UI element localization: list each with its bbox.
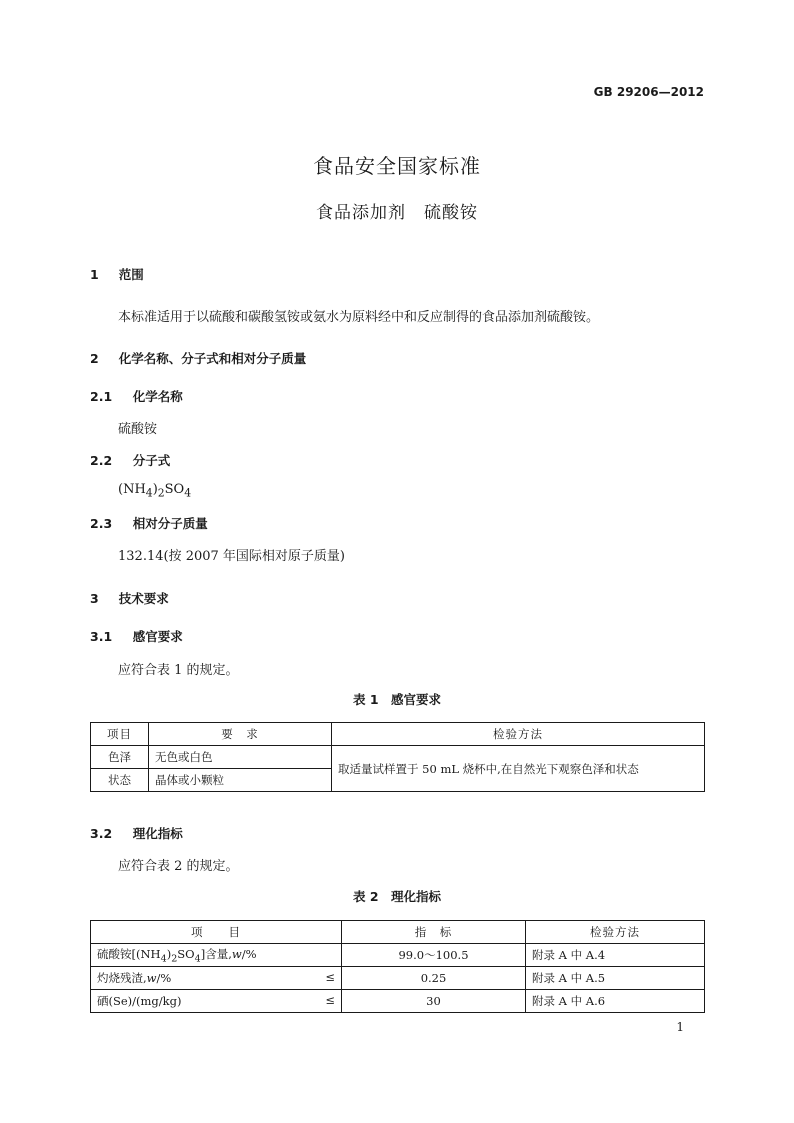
- row-value: 30: [342, 990, 526, 1013]
- less-equal-symbol: ≤: [325, 970, 335, 984]
- document-title: 食品安全国家标准: [313, 154, 481, 178]
- section-2-1-heading: [90, 387, 183, 405]
- section-title: 相对分子质量: [132, 516, 208, 531]
- page-number: 1: [676, 1020, 684, 1034]
- section-3-2-text: 应符合表 2 的规定。: [118, 859, 239, 874]
- formula-part: (NH: [118, 482, 146, 497]
- test-method-cell: 取适量试样置于 50 mL 烧杯中,在自然光下观察色泽和状态: [332, 746, 705, 792]
- row-item: [91, 944, 342, 967]
- molecular-mass-text: 132.14(按 2007 年国际相对原子质量): [118, 549, 345, 564]
- table-2-caption: 表 2 理化指标: [352, 889, 442, 904]
- item-subscript: 4: [160, 953, 167, 965]
- item-subscript: 2: [171, 953, 178, 965]
- section-title: 分子式: [132, 453, 171, 468]
- section-1-text: 本标准适用于以硫酸和碳酸氢铵或氨水为原料经中和反应制得的食品添加剂硫酸铵。: [118, 310, 600, 325]
- section-2-2-heading: [90, 451, 170, 469]
- item-text: 硒(Se)/(mg/kg): [97, 994, 182, 1008]
- header-method: 检验方法: [526, 921, 705, 944]
- section-title: 理化指标: [132, 826, 183, 841]
- table-1-caption: 表 1 感官要求: [352, 692, 442, 707]
- row-requirement: 晶体或小颗粒: [149, 769, 332, 792]
- row-item: [91, 990, 342, 1013]
- less-equal-symbol: ≤: [325, 993, 335, 1007]
- item-text: 灼烧残渣,: [97, 971, 147, 985]
- chemical-name-text: 硫酸铵: [118, 422, 158, 437]
- section-number: 1: [90, 267, 99, 282]
- row-value: 99.0～100.5: [342, 944, 526, 967]
- table-row: [91, 746, 705, 769]
- section-number: 2.3: [90, 516, 113, 531]
- item-italic: w: [146, 971, 157, 985]
- physicochemical-indices-table: [90, 920, 705, 1013]
- row-method: 附录 A 中 A.6: [526, 990, 705, 1013]
- section-2-3-heading: [90, 514, 208, 532]
- section-number: 2.1: [90, 389, 113, 404]
- table-header-row: [91, 921, 705, 944]
- section-title: 化学名称、分子式和相对分子质量: [118, 351, 307, 366]
- section-number: 3.2: [90, 826, 113, 841]
- section-2-heading: [90, 349, 306, 367]
- document-subtitle: 食品添加剂 硫酸铵: [316, 203, 478, 223]
- item-text: 硫酸铵[(NH: [97, 946, 161, 961]
- section-3-1-heading: [90, 627, 183, 645]
- formula-part: SO: [164, 482, 185, 497]
- item-text: /%: [241, 946, 257, 961]
- row-item: [91, 967, 342, 990]
- sensory-requirements-table: [90, 722, 705, 792]
- header-method: 检验方法: [332, 723, 705, 746]
- formula-subscript: 4: [145, 486, 153, 500]
- section-title: 感官要求: [132, 629, 183, 644]
- section-3-2-heading: [90, 824, 183, 842]
- section-title: 范围: [118, 267, 144, 282]
- section-1-heading: [90, 265, 144, 283]
- section-3-heading: [90, 589, 169, 607]
- row-requirement: 无色或白色: [149, 746, 332, 769]
- header-index: 指 标: [342, 921, 526, 944]
- table-row: [91, 967, 705, 990]
- item-text: ]含量,: [200, 946, 232, 961]
- formula-part: ): [152, 482, 158, 497]
- standard-number: GB 29206—2012: [593, 85, 704, 99]
- section-3-1-text: 应符合表 1 的规定。: [118, 663, 239, 678]
- item-text: SO: [177, 946, 195, 961]
- table-header-row: [91, 723, 705, 746]
- row-item: 状态: [91, 769, 149, 792]
- section-number: 2: [90, 351, 99, 366]
- table-row: [91, 990, 705, 1013]
- section-title: 化学名称: [132, 389, 183, 404]
- formula-subscript: 4: [184, 486, 192, 500]
- section-number: 3.1: [90, 629, 113, 644]
- header-requirement: 要 求: [149, 723, 332, 746]
- item-italic: w: [231, 946, 242, 961]
- header-item: 项 目: [91, 921, 342, 944]
- section-title: 技术要求: [118, 591, 169, 606]
- formula-subscript: 2: [157, 486, 165, 500]
- row-item: 色泽: [91, 746, 149, 769]
- row-value: 0.25: [342, 967, 526, 990]
- section-number: 3: [90, 591, 99, 606]
- row-method: 附录 A 中 A.5: [526, 967, 705, 990]
- header-item: 项目: [91, 723, 149, 746]
- table-row: [91, 944, 705, 967]
- section-number: 2.2: [90, 453, 113, 468]
- item-text: /%: [156, 971, 172, 985]
- row-method: 附录 A 中 A.4: [526, 944, 705, 967]
- molecular-formula: [118, 482, 191, 500]
- item-subscript: 4: [194, 953, 201, 965]
- item-text: ): [166, 946, 172, 961]
